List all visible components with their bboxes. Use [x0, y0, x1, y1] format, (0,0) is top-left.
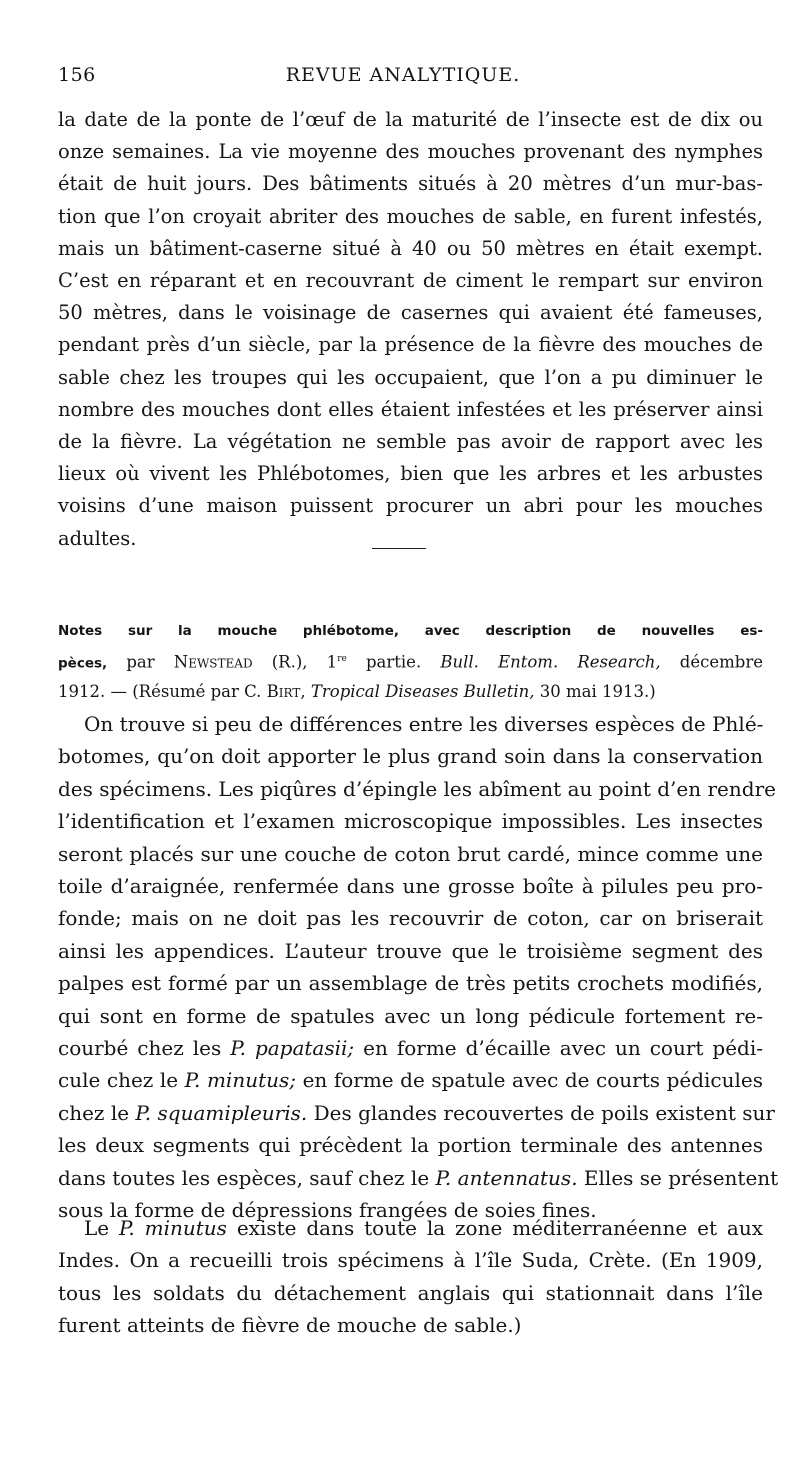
text-line: tion que l’on croyait abriter des mouches de sable, en furent infestés,: [58, 204, 763, 228]
citation-line: [58, 616, 763, 645]
text-line: sable chez les troupes qui les occupaient, que l’on a pu diminuer le: [58, 365, 763, 389]
text-line: des spécimens. Les piqûres d’épingle les abîment au point d’en rendre: [58, 776, 776, 801]
text-line: [58, 1097, 775, 1129]
text-line: 50 mètres, dans le voisinage de casernes qui avaient été fameuses,: [58, 301, 763, 325]
text-run: chez le: [58, 1100, 136, 1125]
text-line: nombre des mouches dont elles étaient infestées et les préserver ainsi: [58, 397, 763, 421]
text-line: sous la forme de dépressions frangées de soies fines.: [58, 1198, 597, 1223]
text-line: [58, 1162, 779, 1194]
text-line: mais un bâtiment-caserne situé à 40 ou 50 mètres en était exempt.: [58, 236, 763, 260]
article-title: Notes sur la mouche phlébotome, avec description de nouvelles es-: [58, 623, 763, 639]
text-run: cule chez le: [58, 1068, 185, 1093]
text-run: courbé chez les: [58, 1036, 231, 1061]
page-number: 156: [58, 64, 96, 86]
text-line: palpes est formé par un assemblage de très petits crochets modifiés,: [58, 971, 763, 996]
species-name: P. papatasii;: [230, 1036, 355, 1061]
author-name: Newstead: [173, 652, 253, 672]
publication-month: décembre: [660, 652, 763, 672]
review-citation: [58, 616, 763, 706]
species-name: P. minutus;: [184, 1068, 297, 1093]
review-paragraph: [58, 1212, 763, 1342]
text-line: Indes. On a recueilli trois spécimens à l’île Suda, Crète. (En 1909,: [58, 1248, 763, 1273]
text-line: ainsi les appendices. L’auteur trouve que le troisième segment des: [58, 938, 763, 963]
text-line: lieux où vivent les Phlébotomes, bien que les arbres et les arbustes: [58, 462, 763, 486]
text-line: [58, 1064, 763, 1096]
running-title: REVUE ANALYTIQUE.: [285, 64, 521, 86]
text-line: adultes.: [58, 526, 137, 550]
journal-name: Bull. Entom. Research,: [440, 652, 661, 672]
text-run: existe dans toute la zone méditerranéenne et aux: [226, 1216, 763, 1240]
citation-line: [58, 645, 763, 678]
publication-year: 1912. — (Résumé par C.: [58, 681, 267, 701]
text-line: était de huit jours. Des bâtiments situés à 20 mètres d’un mur-bas-: [58, 172, 763, 196]
comma: ,: [300, 681, 311, 701]
text-line: C’est en réparant et en recouvrant de ciment le rempart sur environ: [58, 269, 763, 293]
running-head: [58, 64, 748, 94]
author-initial: (R.), 1: [252, 652, 338, 672]
citation-line: [58, 678, 763, 706]
text-line: botomes, qu’on doit apporter le plus grand soin dans la conservation: [58, 744, 763, 769]
text-line: fonde; mais on ne doit pas les recouvrir de coton, car on briserait: [58, 906, 763, 931]
reviewer-name: Birt: [266, 681, 301, 701]
text-run: dans toutes les espèces, sauf chez le: [58, 1165, 436, 1190]
text-line: de la fièvre. La végétation ne semble pas avoir de rapport avec les: [58, 430, 763, 454]
species-name: P. antennatus.: [435, 1165, 578, 1190]
bulletin-date: 30 mai 1913.): [534, 681, 656, 701]
text-run: en forme de spatule avec de courts pédicules: [296, 1068, 763, 1093]
text-line: On trouve si peu de différences entre les diverses espèces de Phlé-: [84, 712, 764, 736]
text-line: [58, 1212, 763, 1244]
text-line: pendant près d’un siècle, par la présence de la fièvre des mouches de: [58, 333, 763, 357]
text-line: la date de la ponte de l’œuf de la maturité de l’insecte est de dix ou: [58, 108, 763, 131]
text-line: [58, 1032, 763, 1064]
ordinal-suffix: re: [337, 654, 347, 664]
part-text: partie.: [346, 652, 441, 672]
text-line: qui sont en forme de spatules avec un long pédicule fortement re-: [58, 1003, 763, 1028]
text-line: furent atteints de fièvre de mouche de sable.): [58, 1313, 522, 1338]
text-run: Des glandes recouvertes de poils existent sur: [307, 1100, 775, 1125]
species-name: P. minutus: [119, 1216, 227, 1240]
by-text: par: [107, 652, 174, 672]
text-run: Elles se présentent: [577, 1165, 779, 1190]
review-paragraph: [58, 708, 779, 1227]
section-divider: [372, 548, 426, 549]
text-run: Le: [84, 1216, 119, 1240]
text-run: en forme d’écaille avec un court pédi-: [354, 1036, 763, 1061]
text-line: les deux segments qui précèdent la portion terminale des antennes: [58, 1133, 763, 1158]
text-line: l’identification et l’examen microscopique impossibles. Les insectes: [58, 809, 763, 834]
text-line: onze semaines. La vie moyenne des mouches provenant des nymphes: [58, 140, 763, 164]
text-line: tous les soldats du détachement anglais qui stationnait dans l’île: [58, 1280, 763, 1305]
bulletin-name: Tropical Diseases Bulletin,: [310, 681, 535, 701]
species-name: P. squamipleuris.: [135, 1100, 308, 1125]
article-title-end: pèces,: [58, 655, 108, 672]
text-line: voisins d’une maison puissent procurer un abri pour les mouches: [58, 494, 763, 518]
paragraph-continued: [58, 104, 763, 555]
text-line: toile d’araignée, renfermée dans une grosse boîte à pilules peu pro-: [58, 874, 763, 899]
text-line: seront placés sur une couche de coton brut cardé, mince comme une: [58, 841, 763, 866]
